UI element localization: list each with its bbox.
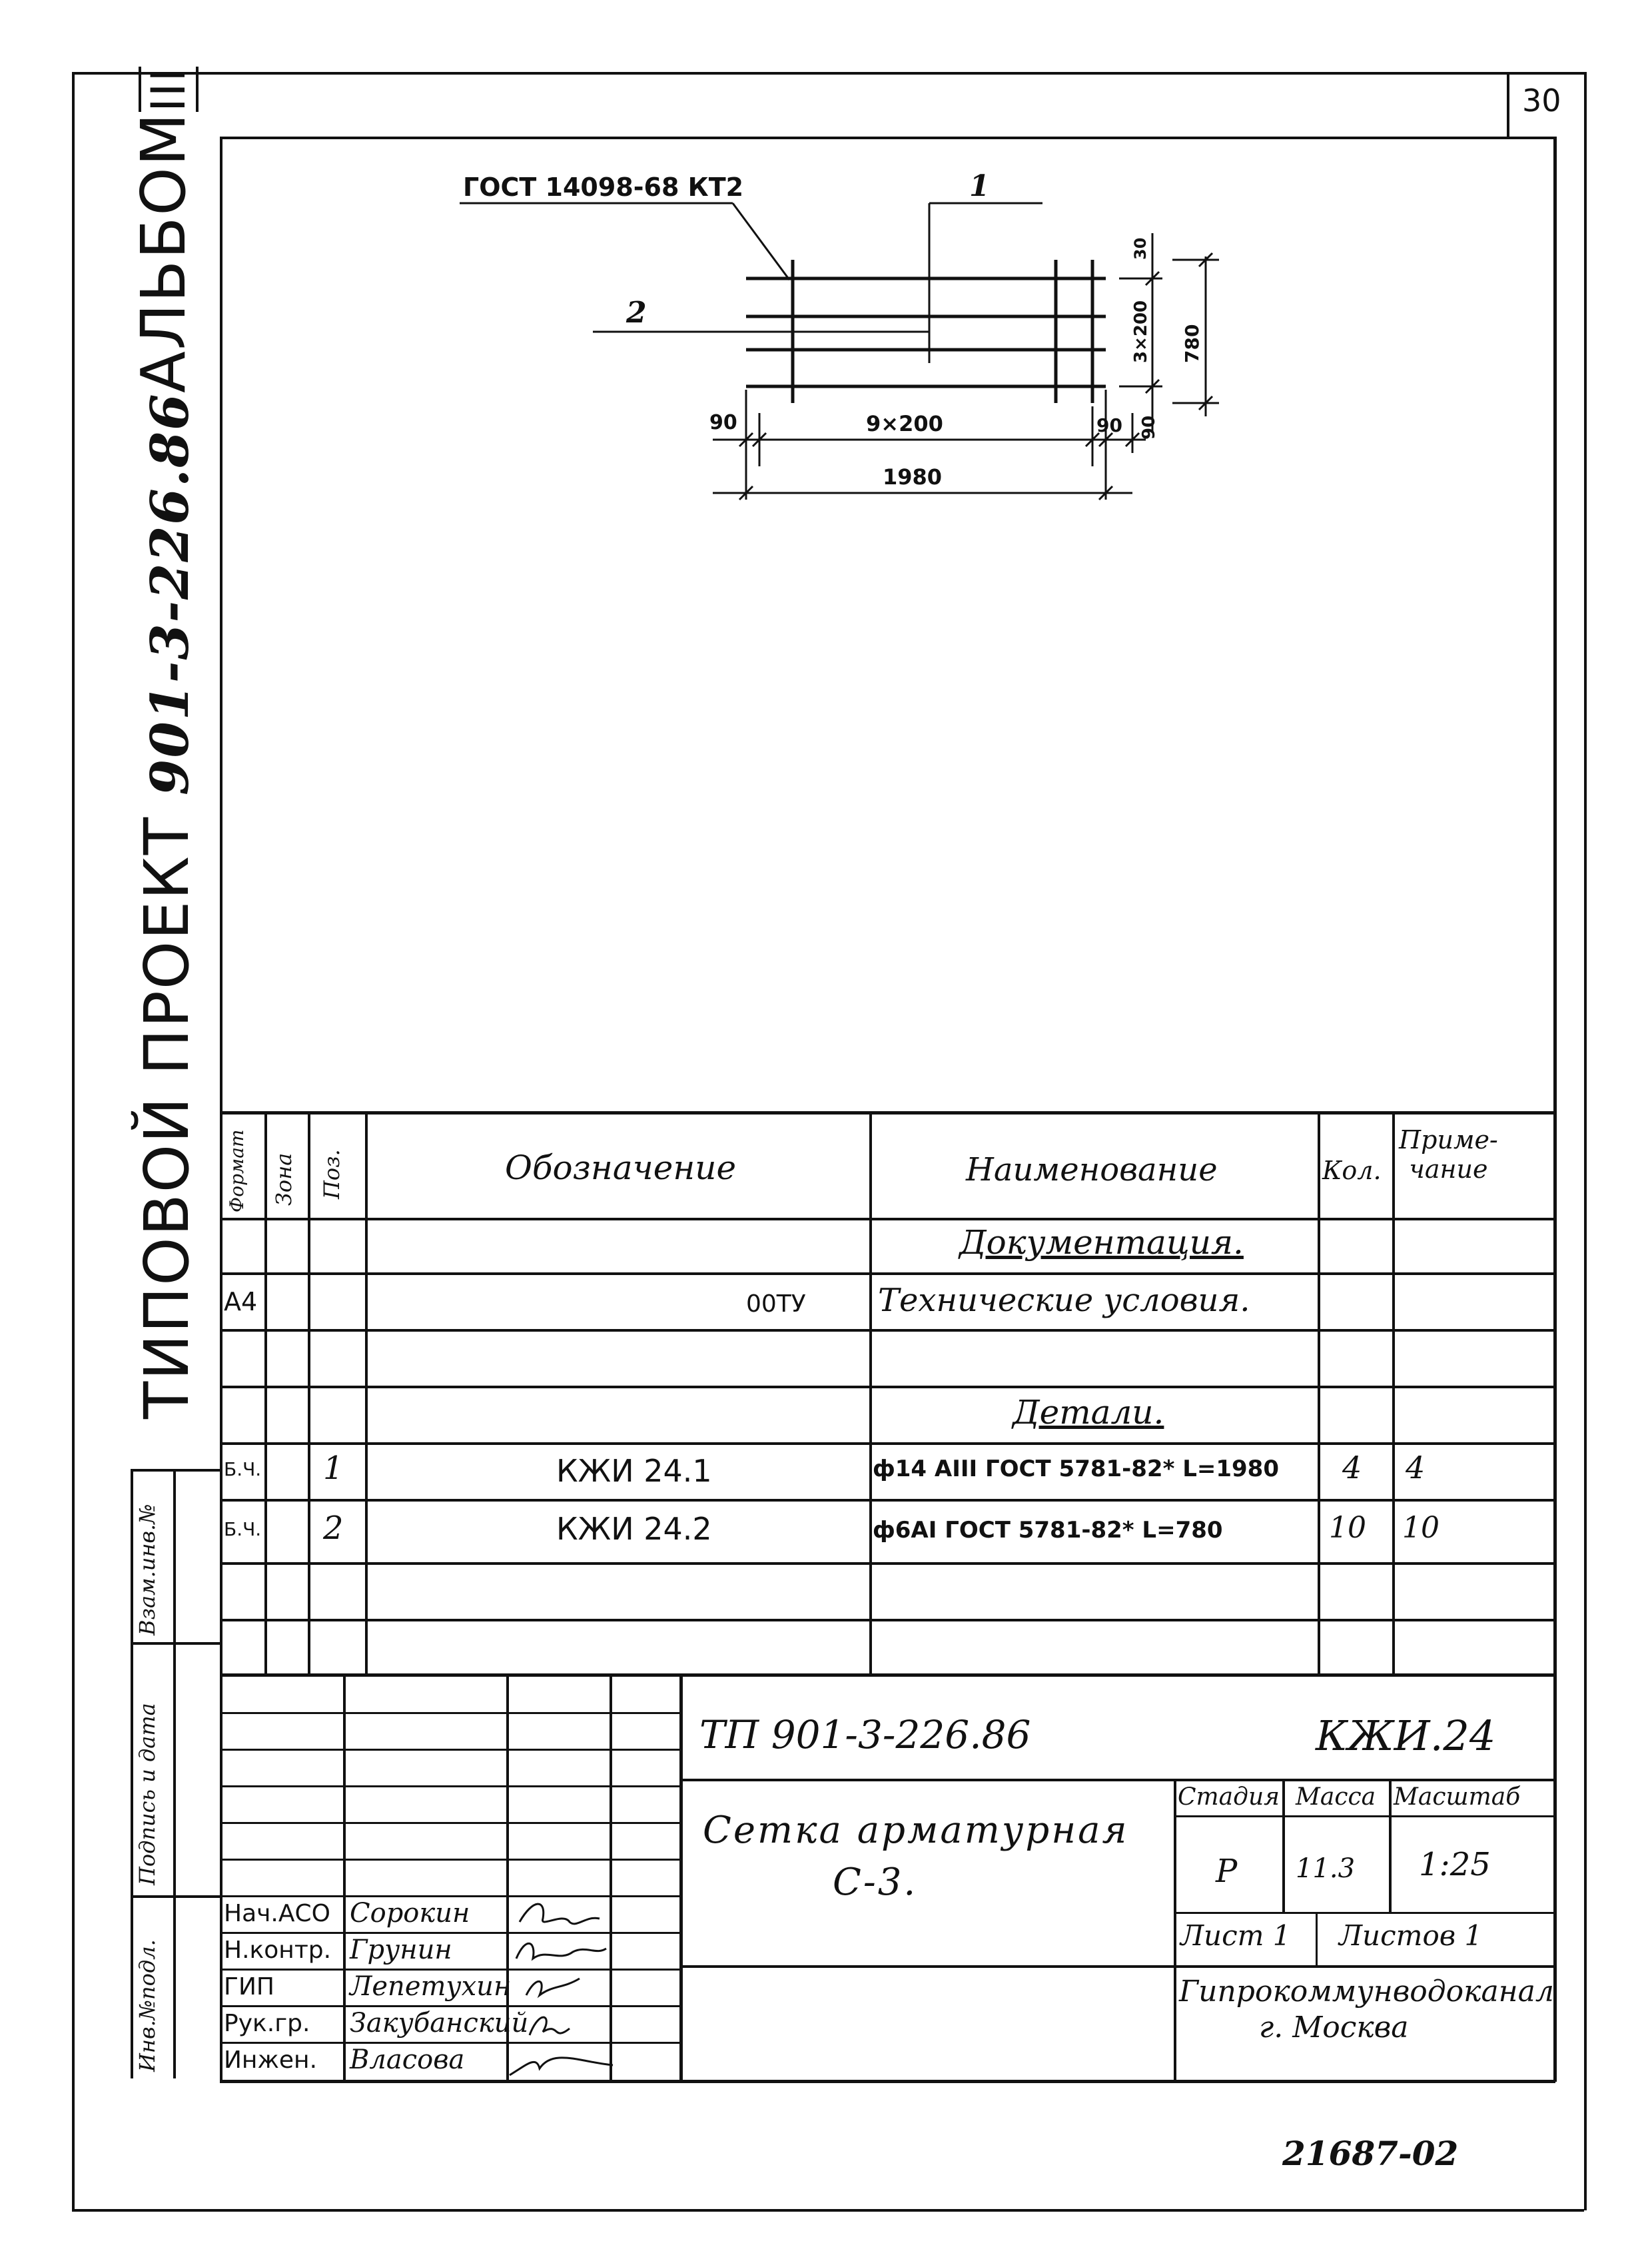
spec-row2-name: Технические условия. [878,1282,1250,1319]
person-name-2: Грунин [350,1935,452,1965]
doc-title-line2: С-3. [833,1861,918,1904]
callout-2: 2 [626,296,647,330]
dim-right-a: 90 [1096,414,1122,436]
sheet-label: Лист 1 [1180,1919,1291,1952]
person-role-2: Н.контр. [224,1937,332,1964]
person-name-4: Закубанский [350,2008,529,2038]
callout-1: 1 [969,169,990,203]
person-role-1: Нач.АСО [224,1900,330,1927]
signature-4 [530,2017,570,2035]
dim-total: 1980 [883,464,943,490]
spec-bottom [220,1673,1555,1677]
spec-top [220,1111,1555,1115]
album-word: АЛЬБОМ [128,111,199,393]
spec-header-bottom [220,1218,1555,1220]
stamp-label-inventory: Инв.№подл. [135,1939,160,2072]
binding-strip-line [173,1469,176,2078]
binding-strip-sep3 [131,1895,221,1898]
doc-title-line1: Сетка арматурная [703,1809,1129,1852]
spec-header-name: Наименование [966,1151,1218,1188]
spec-row5-note: 4 [1406,1450,1426,1486]
spec-row1-name: Документация. [959,1223,1244,1262]
spec-row4-name: Детали. [1013,1393,1164,1432]
stamp-label-replace: Взам.инв.№ [135,1504,160,1635]
gost-leader-d [733,203,789,280]
project-title [131,392,203,1419]
person-name-3: Лепетухин [350,1971,512,2002]
scale-label: Масштаб [1394,1783,1521,1811]
spec-header-pos: Поз. [319,1149,344,1199]
dim-middle: 9×200 [866,411,943,436]
spec-row6-format: Б.Ч. [224,1518,262,1540]
person-role-3: ГИП [224,1973,274,2001]
mesh-drawing [0,0,1652,546]
org-line2: г. Москва [1259,2011,1409,2044]
signature-5 [510,2058,613,2075]
stage-value: Р [1216,1853,1238,1890]
stamp-label-signature: Подпись и дата [135,1703,160,1885]
spec-row5-pos: 1 [323,1450,344,1487]
spec-row6-designation: КЖИ 24.2 [556,1511,712,1547]
person-name-1: Сорокин [350,1898,470,1929]
signature-3 [526,1979,580,1995]
binding-strip-sep1 [131,1469,221,1472]
dim-v-total: 780 [1181,324,1203,363]
person-role-4: Рук.гр. [224,2010,310,2037]
spec-header-note: Приме- чание [1399,1125,1498,1184]
spec-header-qty: Кол. [1322,1156,1382,1185]
dim-v-mid: 3×200 [1131,300,1151,363]
outer-frame-bottom [72,2209,1584,2212]
project-prefix: ТИПОВОЙ ПРОЕКТ [131,816,203,1419]
archive-number: 21687-02 [1282,2134,1459,2173]
dim-left: 90 [709,411,737,434]
spec-row6-qty: 10 [1329,1511,1366,1545]
stage-label: Стадия [1178,1783,1280,1811]
doc-code: ТП 901-3-226.86 [699,1712,1031,1757]
mass-label: Масса [1296,1783,1376,1811]
spec-row5-format: Б.Ч. [224,1458,262,1480]
inner-frame-bottom [220,2080,1555,2083]
binding-strip-outer [131,1469,133,2078]
spec-row2-designation: 00ТУ [746,1290,806,1318]
spec-header-format: Формат [226,1129,248,1212]
sheets-label: Листов 1 [1339,1919,1483,1952]
binding-strip-sep2 [131,1642,221,1645]
doc-mark: КЖИ.24 [1316,1711,1496,1760]
spec-header-designation: Обозначение [505,1148,737,1187]
spec-row5-qty: 4 [1342,1450,1362,1486]
person-name-5: Власова [350,2044,465,2075]
spec-row6-note: 10 [1402,1511,1440,1545]
project-code: 901-3-226.86 [140,392,201,795]
spec-row2-format: А4 [224,1287,258,1316]
spec-row5-name: ф14 АIII ГОСТ 5781-82* L=1980 [873,1456,1279,1482]
dim-v-top: 30 [1131,237,1150,260]
org-line1: Гипрокоммунводоканал [1179,1975,1554,2009]
spec-row6-name: ф6АI ГОСТ 5781-82* L=780 [873,1517,1223,1544]
album-roman: III [139,67,199,112]
person-role-5: Инжен. [224,2046,318,2074]
spec-row6-pos: 2 [323,1510,344,1547]
sheet-number: 30 [1522,83,1561,119]
signature-2 [516,1943,606,1959]
spec-row5-designation: КЖИ 24.1 [556,1453,712,1489]
spec-header-zone: Зона [271,1152,296,1206]
gost-label: ГОСТ 14098-68 КТ2 [463,173,744,202]
scale-value: 1:25 [1419,1846,1491,1883]
signature-1 [520,1904,600,1924]
signatures [506,1895,620,2082]
mass-value: 11.3 [1296,1853,1356,1884]
dim-right-b: 90 [1139,415,1159,440]
